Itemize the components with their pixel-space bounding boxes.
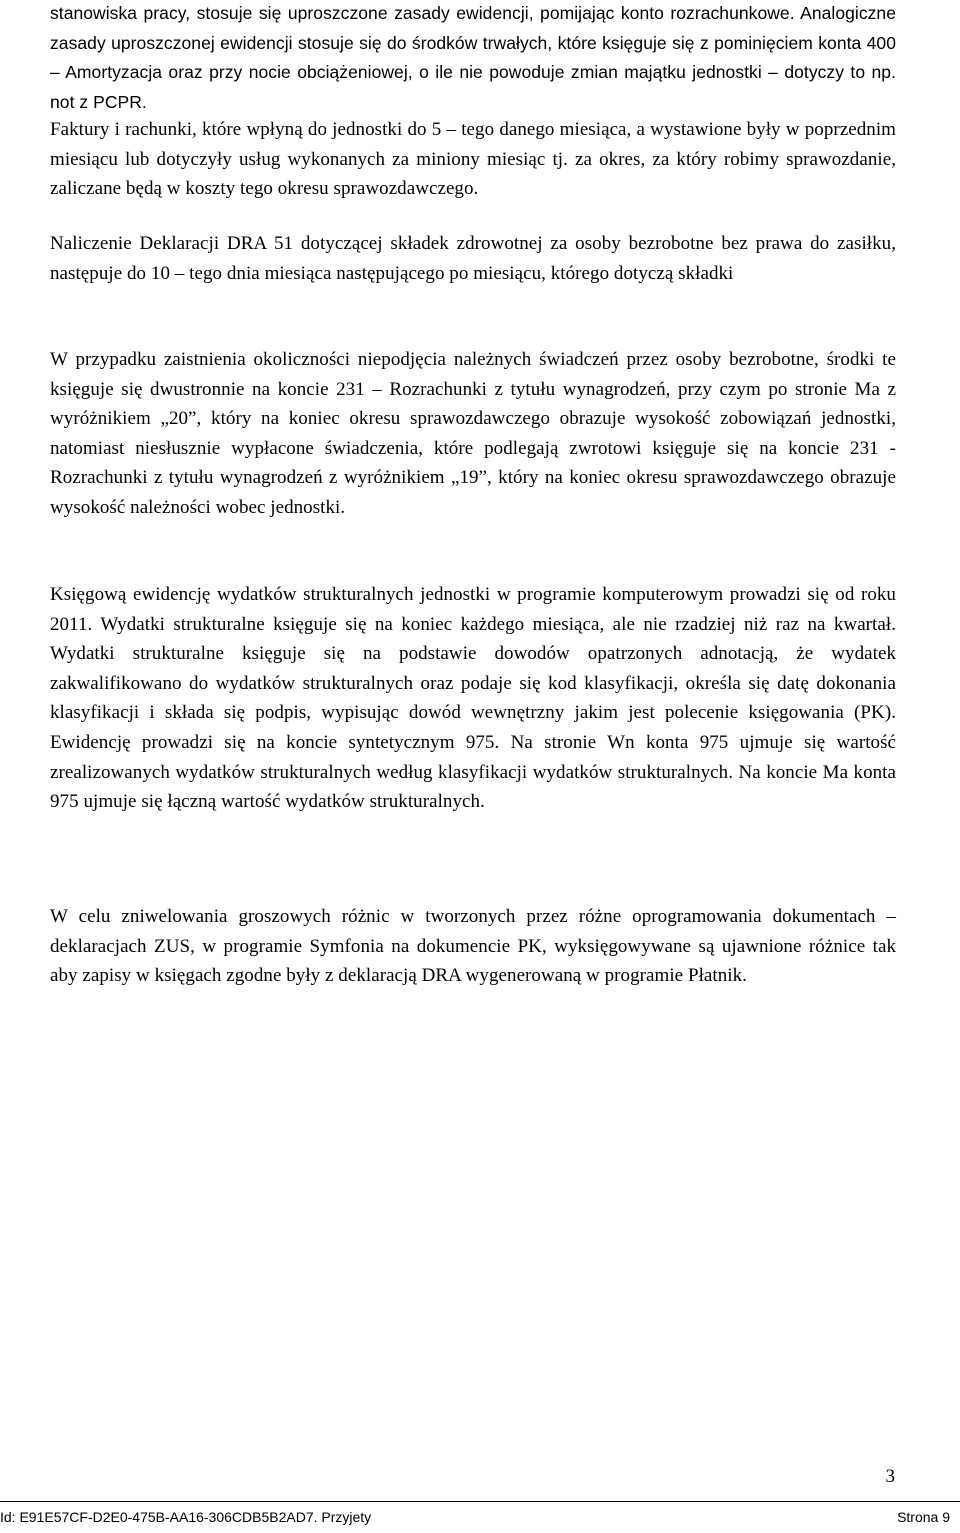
paragraph-unclaimed-benefits: W przypadku zaistnienia okoliczności niepodjęcia należnych świadczeń przez osoby bezrobotne, środki te księguje się dwustronnie na koncie 231 – Rozrachunki z tytułu wynagrodzeń, przy czym po stronie Ma z wyróżnikiem „20”, który na koniec okresu sprawozdawczego obrazuje wysokość zobowiązań jednostki, natomiast niesłusznie wypłacone świadczenia, które podlegają zwrotowi księguje się na koncie 231 - Rozrachunki z tytułu wynagrodzeń z wyróżnikiem „19”, który na koniec okresu sprawozdawczego obrazuje wysokość należności wobec jednostki. xyxy=(50,349,896,518)
document-id: Id: E91E57CF-D2E0-475B-AA16-306CDB5B2AD7. Przyjety xyxy=(0,1509,372,1525)
paragraph-simplified-records: stanowiska pracy, stosuje się uproszczone zasady ewidencji, pomijając konto rozrachunkowe. Analogiczne zasady uproszczonej ewidencji stosuje się do środków trwałych, które księguje się z pominięciem konta 400 – Amortyzacja oraz przy nocie obciążeniowej, o ile nie powoduje zmian majątku jednostki – dotyczy to np. not z PCPR. xyxy=(50,3,896,112)
footer-page-label: Strona 9 xyxy=(897,1509,950,1525)
paragraph-invoices: Faktury i rachunki, które wpłyną do jednostki do 5 – tego danego miesiąca, a wystawione były w poprzednim miesiącu lub dotyczyły usług wykonanych za miniony miesiąc tj. za okres, za który robimy sprawozdanie, zaliczane będą w koszty tego okresu sprawozdawczego. xyxy=(50,119,896,200)
paragraph-rounding-differences: W celu zniwelowania groszowych różnic w tworzonych przez różne oprogramowania dokumentach – deklaracjach ZUS, w programie Symfonia na dokumencie PK, wyksięgowywane są ujawnione różnice tak aby zapisy w księgach zgodne były z deklaracją DRA wygenerowaną w programie Płatnik. xyxy=(50,906,896,987)
footer-divider xyxy=(0,1501,960,1502)
paragraph-dra-declaration: Naliczenie Deklaracji DRA 51 dotyczącej składek zdrowotnej za osoby bezrobotne bez prawa do zasiłku, następuje do 10 – tego dnia miesiąca następującego po miesiącu, którego dotyczą składki xyxy=(50,233,896,284)
page-number: 3 xyxy=(885,1466,895,1487)
paragraph-structural-expenses: Księgową ewidencję wydatków strukturalnych jednostki w programie komputerowym prowadzi się od roku 2011. Wydatki strukturalne księguje się na koniec każdego miesiąca, ale nie rzadziej niż raz na kwartał. Wydatki strukturalne księguje się na podstawie dowodów opatrzonych adnotacją, że wydatek zakwalifikowano do wydatków strukturalnych oraz podaje się kod klasyfikacji, określa się datę dokonania klasyfikacji i składa się podpis, wypisując dowód wewnętrzny jakim jest polecenie księgowania (PK). Ewidencję prowadzi się na koncie syntetycznym 975. Na stronie Wn konta 975 ujmuje się wartość zrealizowanych wydatków strukturalnych według klasyfikacji wydatków strukturalnych. Na koncie Ma konta 975 ujmuje się łączną wartość wydatków strukturalnych. xyxy=(50,584,896,813)
